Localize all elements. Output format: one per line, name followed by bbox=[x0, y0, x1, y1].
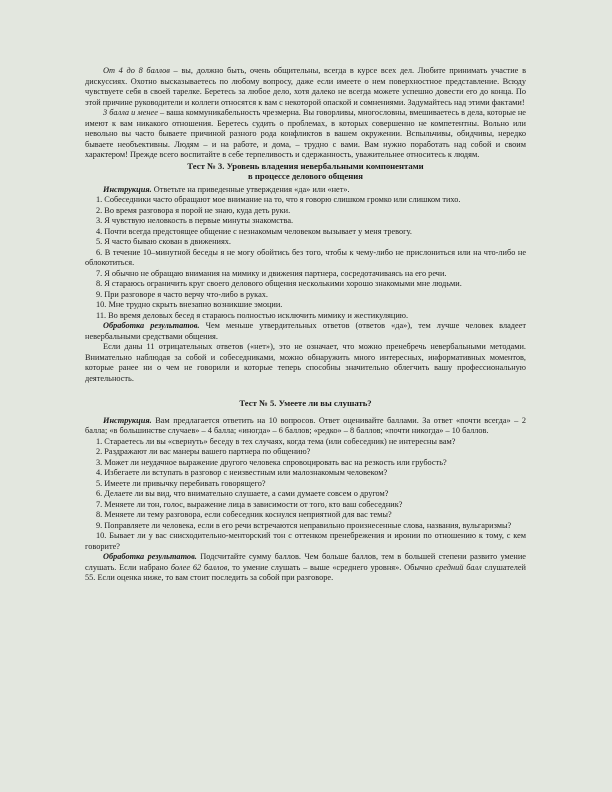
test3-instruction: Инструкция. Ответьте на приведенные утверждения «да» или «нет». bbox=[103, 184, 350, 194]
test5-instruction: Инструкция. Вам предлагается ответить на 10 вопросов. Ответ оценивайте баллами. За ответ «почти всегда» – 2 балла; «в большинстве случаев» – 4 балла; «иногда» – 6 баллов; «редко» – 8 баллов; «почти никогда» – 10 баллов. bbox=[85, 415, 526, 435]
paragraph-4-8-points: От 4 до 8 баллов – вы, должно быть, очень общительны, всегда в курсе всех дел. Любите принимать участие в дискуссиях. Охотно высказываетесь по любому вопросу, даже если имеете о нем поверхностное представление. Всюду чувствуете себя в своей тарелке. Беретесь за любое дело, хотя далеко не всегда можете успешно довести его до конца. По этой причине руководители и коллеги относятся к вам с некоторой опаской и сомнениями. Задумайтесь над этими фактами! bbox=[85, 66, 526, 107]
list-item: 2. Во время разговора я порой не знаю, куда деть руки. bbox=[96, 205, 291, 215]
list-item: 2. Раздражают ли вас манеры вашего партнера по общению? bbox=[96, 447, 311, 456]
list-item: 4. Избегаете ли вступать в разговор с неизвестным или малознакомым человеком? bbox=[96, 468, 388, 477]
list-item: 1. Стараетесь ли вы «свернуть» беседу в тех случаях, когда тема (или собеседник) не интересны вам? bbox=[96, 436, 456, 446]
list-item: 5. Я часто бываю скован в движениях. bbox=[96, 237, 231, 246]
test3-title-line2: в процессе делового общения bbox=[248, 171, 363, 181]
test5-processing: Обработка результатов. Подсчитайте сумму баллов. Чем больше баллов, тем в большей степени развито умение слушать. Если набрано более 62 баллов, то умение слушать – выше «среднего уровня». Обычно средний балл слушателей 55. Если оценка ниже, то вам стоит последить за собой при разговоре. bbox=[85, 552, 526, 582]
list-item: 4. Почти всегда предстоящее общение с незнакомым человеком вызывает у меня тревогу. bbox=[96, 226, 412, 236]
test3-title-line1: Тест № 3. Уровень владения невербальными компонентами bbox=[187, 160, 424, 171]
list-item: 3. Может ли неудачное выражение другого человека спровоцировать вас на резкость или грубость? bbox=[96, 457, 447, 467]
document-page bbox=[85, 66, 526, 584]
test5-question-list bbox=[85, 437, 526, 553]
list-item: 7. Я обычно не обращаю внимания на мимику и движения партнера, сосредотачиваясь на его речи. bbox=[96, 268, 447, 278]
list-item: 7. Меняете ли тон, голос, выражение лица в зависимости от того, кто ваш собеседник? bbox=[96, 499, 403, 509]
list-item: 5. Имеете ли привычку перебивать говорящего? bbox=[96, 478, 266, 488]
list-item: 3. Я чувствую неловкость в первые минуты знакомства. bbox=[96, 216, 294, 225]
list-item: 10. Мне трудно скрыть внезапно возникшие эмоции. bbox=[96, 300, 283, 309]
test5-title: Тест № 5. Умеете ли вы слушать? bbox=[239, 398, 372, 408]
list-item: 10. Бывает ли у вас снисходительно-менторский тон с оттенком пренебрежения и иронии по отношению к тому, с кем говорите? bbox=[85, 531, 526, 551]
list-item: 11. Во время деловых бесед я стараюсь полностью исключить мимику и жестикуляцию. bbox=[96, 310, 409, 320]
list-item: 1. Собеседники часто обращают мое внимание на то, что я говорю слишком громко или слишком тихо. bbox=[96, 195, 461, 204]
test3-note: Если даны 11 отрицательных ответов («нет»), это не означает, что можно пренебречь невербальными методами. Внимательно наблюдая за собой и собеседниками, можно обнаружить много интересных, информативных моментов, которые ранее ни о чем не говорили и которые теперь способны значительно облегчить вашу профессиональную деятельность. bbox=[85, 342, 526, 383]
list-item: 8. Я стараюсь ограничить круг своего делового общения несколькими хорошо знакомыми мне людьми. bbox=[96, 279, 462, 288]
list-item: 6. В течение 10–минутной беседы я не могу обойтись без того, чтобы к чему-либо не прислониться или на что-либо не облокотиться. bbox=[85, 247, 526, 267]
list-item: 9. При разговоре я часто верчу что-либо в руках. bbox=[96, 289, 268, 299]
list-item: 8. Меняете ли тему разговора, если собеседник коснулся неприятной для вас темы? bbox=[96, 510, 392, 519]
list-item: 9. Поправляете ли человека, если в его речи встречаются неправильно произнесенные слова, названия, вульгаризмы? bbox=[96, 520, 512, 530]
list-item: 6. Делаете ли вы вид, что внимательно слушаете, а сами думаете совсем о другом? bbox=[96, 489, 389, 498]
paragraph-3-points: 3 балла и менее – ваша коммуникабельность чрезмерна. Вы говорливы, многословны, вмешиваетесь в дела, которые не имеют к вам никакого отношения. Беретесь судить о проблемах, в которых совершенно не компетентны. Вольно или невольно вы часто бываете причиной разного рода конфликтов в вашем окружении. Вспыльчивы, обидчивы, нередко бываете необъективны. Людям – и на работе, и дома, – трудно с вами. Вам нужно поработать над собой и своим характером! Прежде всего воспитайте в себе терпеливость и сдержанность, уважительнее относитесь к людям. bbox=[85, 108, 526, 159]
test3-question-list bbox=[85, 195, 526, 321]
test3-processing: Обработка результатов. Чем меньше утвердительных ответов (ответов «да»), тем лучше человек владеет невербальными средствами общения. bbox=[85, 321, 526, 341]
